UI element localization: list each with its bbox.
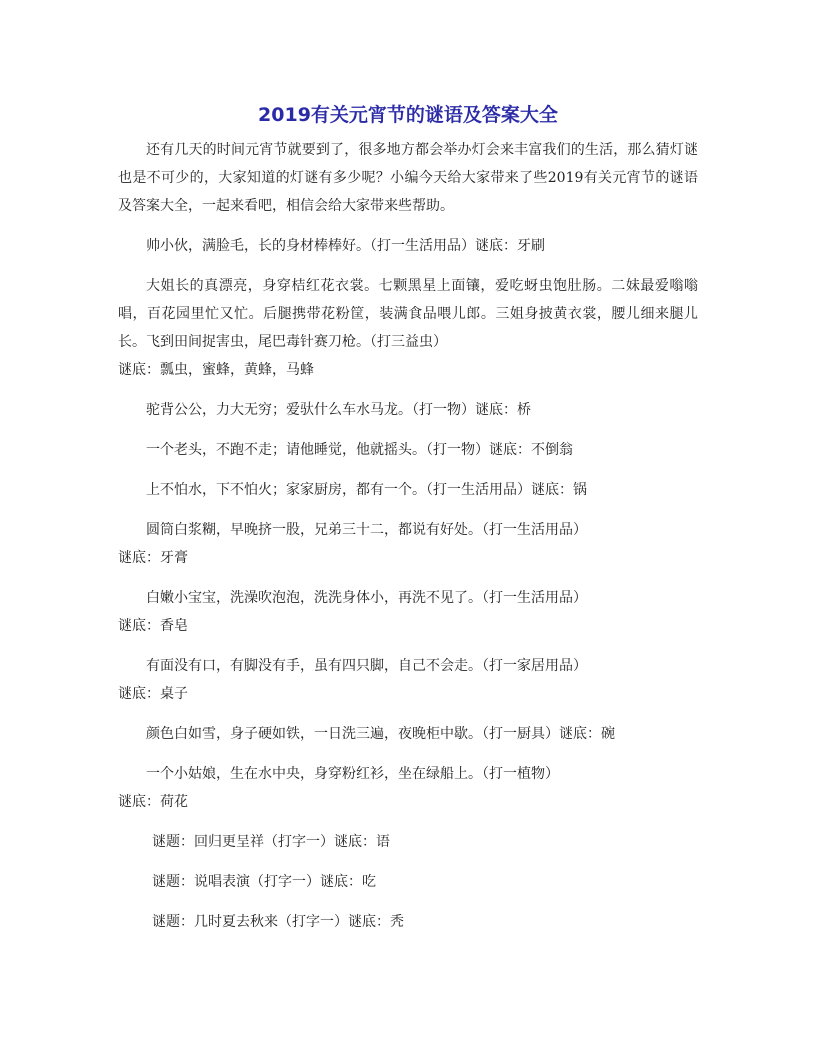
- riddle-paragraph: 一个小姑娘，生在水中央，身穿粉红衫，坐在绿船上。（打一植物）: [146, 766, 559, 782]
- riddle-paragraph: 谜题：说唱表演（打字一）谜底：吃: [152, 874, 376, 890]
- riddle-answer: 谜底：桌子: [118, 686, 188, 702]
- page-title: 2019有关元宵节的谜语及答案大全: [258, 104, 558, 126]
- riddle-answer: 谜底：荷花: [118, 794, 188, 810]
- riddle-paragraph: 有面没有口，有脚没有手，虽有四只脚，自己不会走。（打一家居用品）: [146, 658, 587, 674]
- riddle-paragraph: 圆筒白浆糊，早晚挤一股，兄弟三十二，都说有好处。（打一生活用品）: [146, 522, 587, 538]
- riddle-paragraph: 谜题：回归更呈祥（打字一）谜底：语: [152, 834, 390, 850]
- riddle-paragraph: 大姐长的真漂亮，身穿桔红花衣裳。七颗黑星上面镶，爱吃蚜虫饱肚肠。二妹最爱嗡嗡唱，百花园里忙又忙。后腿携带花粉筐，装满食品喂儿郎。三姐身披黄衣裳，腰儿细来腿儿长。飞到田间捉害虫，尾巴毒针赛刀枪。（打三益虫）: [118, 278, 698, 350]
- riddle-paragraph: 一个老头，不跑不走；请他睡觉，他就摇头。（打一物）谜底：不倒翁: [146, 442, 573, 458]
- riddle-paragraph: 上不怕水，下不怕火；家家厨房，都有一个。（打一生活用品）谜底：锅: [146, 482, 587, 498]
- riddle-paragraph: 白嫩小宝宝，洗澡吹泡泡，洗洗身体小，再洗不见了。（打一生活用品）: [146, 590, 587, 606]
- riddle-paragraph: 驼背公公，力大无穷；爱驮什么车水马龙。（打一物）谜底：桥: [146, 402, 531, 418]
- riddle-paragraph: 帅小伙，满脸毛，长的身材棒棒好。（打一生活用品）谜底：牙刷: [146, 238, 545, 254]
- riddle-answer: 谜底：瓢虫，蜜蜂，黄蜂，马蜂: [118, 362, 314, 378]
- riddle-answer: 谜底：牙膏: [118, 550, 188, 566]
- riddle-paragraph: 谜题：几时夏去秋来（打字一）谜底：秃: [152, 914, 404, 930]
- intro-paragraph: 还有几天的时间元宵节就要到了，很多地方都会举办灯会来丰富我们的生活，那么猜灯谜也是不可少的，大家知道的灯谜有多少呢？小编今天给大家带来了些2019有关元宵节的谜语及答案大全，一起来看吧，相信会给大家带来些帮助。: [118, 142, 698, 214]
- document-body: [118, 136, 698, 936]
- riddle-answer: 谜底：香皂: [118, 618, 188, 634]
- riddle-paragraph: 颜色白如雪，身子硬如铁，一日洗三遍，夜晚柜中歇。（打一厨具）谜底：碗: [146, 726, 615, 742]
